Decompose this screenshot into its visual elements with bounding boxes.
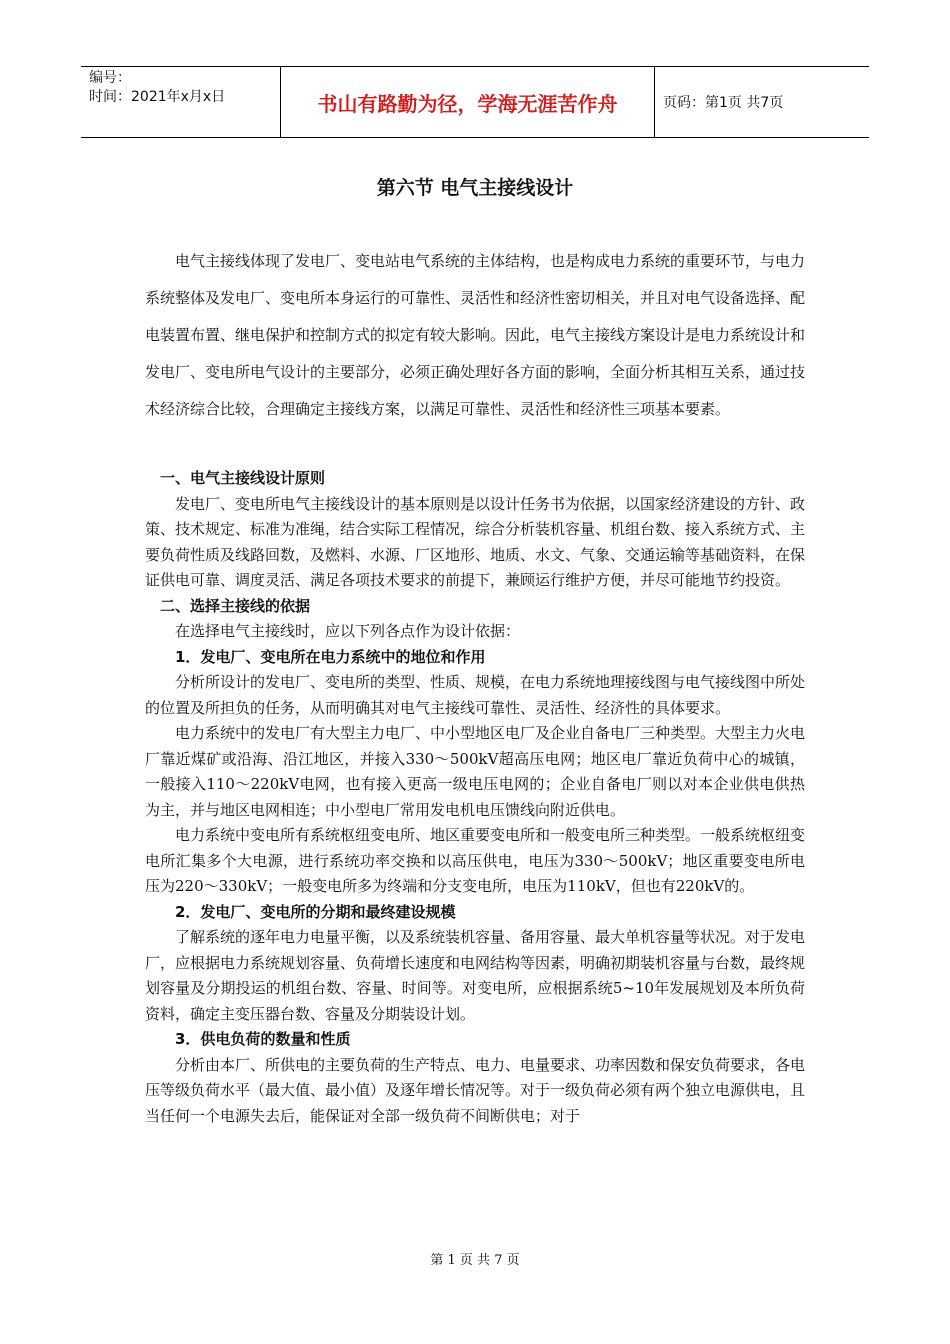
subsection-1-paragraph-2: 电力系统中的发电厂有大型主力电厂、中小型地区电厂及企业自备电厂三种类型。大型主力火电厂靠近煤矿或沿海、沿江地区，并接入330～500kV超高压电网；地区电厂靠近负荷中心的城镇，一般接入110～220kV电网，也有接入更高一级电压电网的；企业自备电厂则以对本企业供电供热为主，并与地区电网相连；中小型电厂常用发电机电压馈线向附近供电。: [145, 724, 806, 819]
intro-section: [145, 243, 805, 428]
page-footer: 第 1 页 共 7 页: [430, 1253, 520, 1268]
section-1-paragraph: 发电厂、变电所电气主接线设计的基本原则是以设计任务书为依据，以国家经济建设的方针、政策、技术规定、标准为准绳，结合实际工程情况，综合分析装机容量、机组台数、接入系统方式、主要负荷性质及线路回数，及燃料、水源、厂区地形、地质、水文、气象、交通运输等基础资料，在保证供电可靠、调度灵活、满足各项技术要求的前提下，兼顾运行维护方便，并尽可能地节约投资。: [145, 494, 806, 589]
main-content: [145, 466, 805, 1129]
subsection-1-paragraph-1: 分析所设计的发电厂、变电所的类型、性质、规模，在电力系统地理接线图与电气接线图中所处的位置及所担负的任务，从而明确其对电气主接线可靠性、灵活性、经济性的具体要求。: [145, 673, 806, 717]
intro-paragraph: 电气主接线体现了发电厂、变电站电气系统的主体结构，也是构成电力系统的重要环节，与电力系统整体及发电厂、变电所本身运行的可靠性、灵活性和经济性密切相关，并且对电气设备选择、配电装置布置、继电保护和控制方式的拟定有较大影响。因此，电气主接线方案设计是电力系统设计和发电厂、变电所电气设计的主要部分，必须正确处理好各方面的影响，全面分析其相互关系，通过技术经济综合比较，合理确定主接线方案，以满足可靠性、灵活性和经济性三项基本要素。: [145, 252, 806, 418]
section-heading-1: 一、电气主接线设计原则: [160, 469, 326, 487]
section-2-intro: 在选择电气主接线时，应以下列各点作为设计依据：: [175, 622, 521, 640]
header-page-info: 页码：第1页 共7页: [663, 95, 784, 111]
section-heading-2: 二、选择主接线的依据: [160, 596, 311, 615]
page-header: [81, 66, 869, 138]
subsection-3-paragraph: 分析由本厂、所供电的主要负荷的生产特点、电力、电量要求、功率因数和保安负荷要求，各电压等级负荷水平（最大值、最小值）及逐年增长情况等。对于一级负荷必须有两个独立电源供电，且当任何一个电源失去后，能保证对全部一级负荷不间断供电；对于: [145, 1055, 806, 1125]
document-title: 第六节 电气主接线设计: [376, 177, 574, 199]
doc-number-label: 编号：: [89, 70, 131, 86]
subsection-1-paragraph-3: 电力系统中变电所有系统枢纽变电所、地区重要变电所和一般变电所三种类型。一般系统枢纽变电所汇集多个大电源，进行系统功率交换和以高压供电，电压为330～500kV；地区重要变电所电压为220～330kV；一般变电所多为终端和分支变电所，电压为110kV，但也有220kV的。: [145, 826, 806, 895]
header-motto: 书山有路勤为径，学海无涯苦作舟: [281, 67, 655, 137]
subsection-heading-1: 1．发电厂、变电所在电力系统中的地位和作用: [175, 647, 486, 666]
header-meta: [81, 67, 281, 137]
subsection-2-paragraph: 了解系统的逐年电力电量平衡，以及系统装机容量、备用容量、最大单机容量等状况。对于发电厂，应根据电力系统规划容量、负荷增长速度和电网结构等因素，明确初期装机容量与台数，最终规划容量及分期投运的机组台数、容量、时间等。对变电所，应根据系统5~10年发展规划及本所负荷资料，确定主变压器台数、容量及分期装设计划。: [145, 928, 806, 1023]
subsection-heading-2: 2．发电厂、变电所的分期和最终建设规模: [175, 902, 456, 921]
subsection-heading-3: 3．供电负荷的数量和性质: [175, 1030, 351, 1048]
doc-time-label: 时间：2021年x月x日: [89, 89, 226, 105]
